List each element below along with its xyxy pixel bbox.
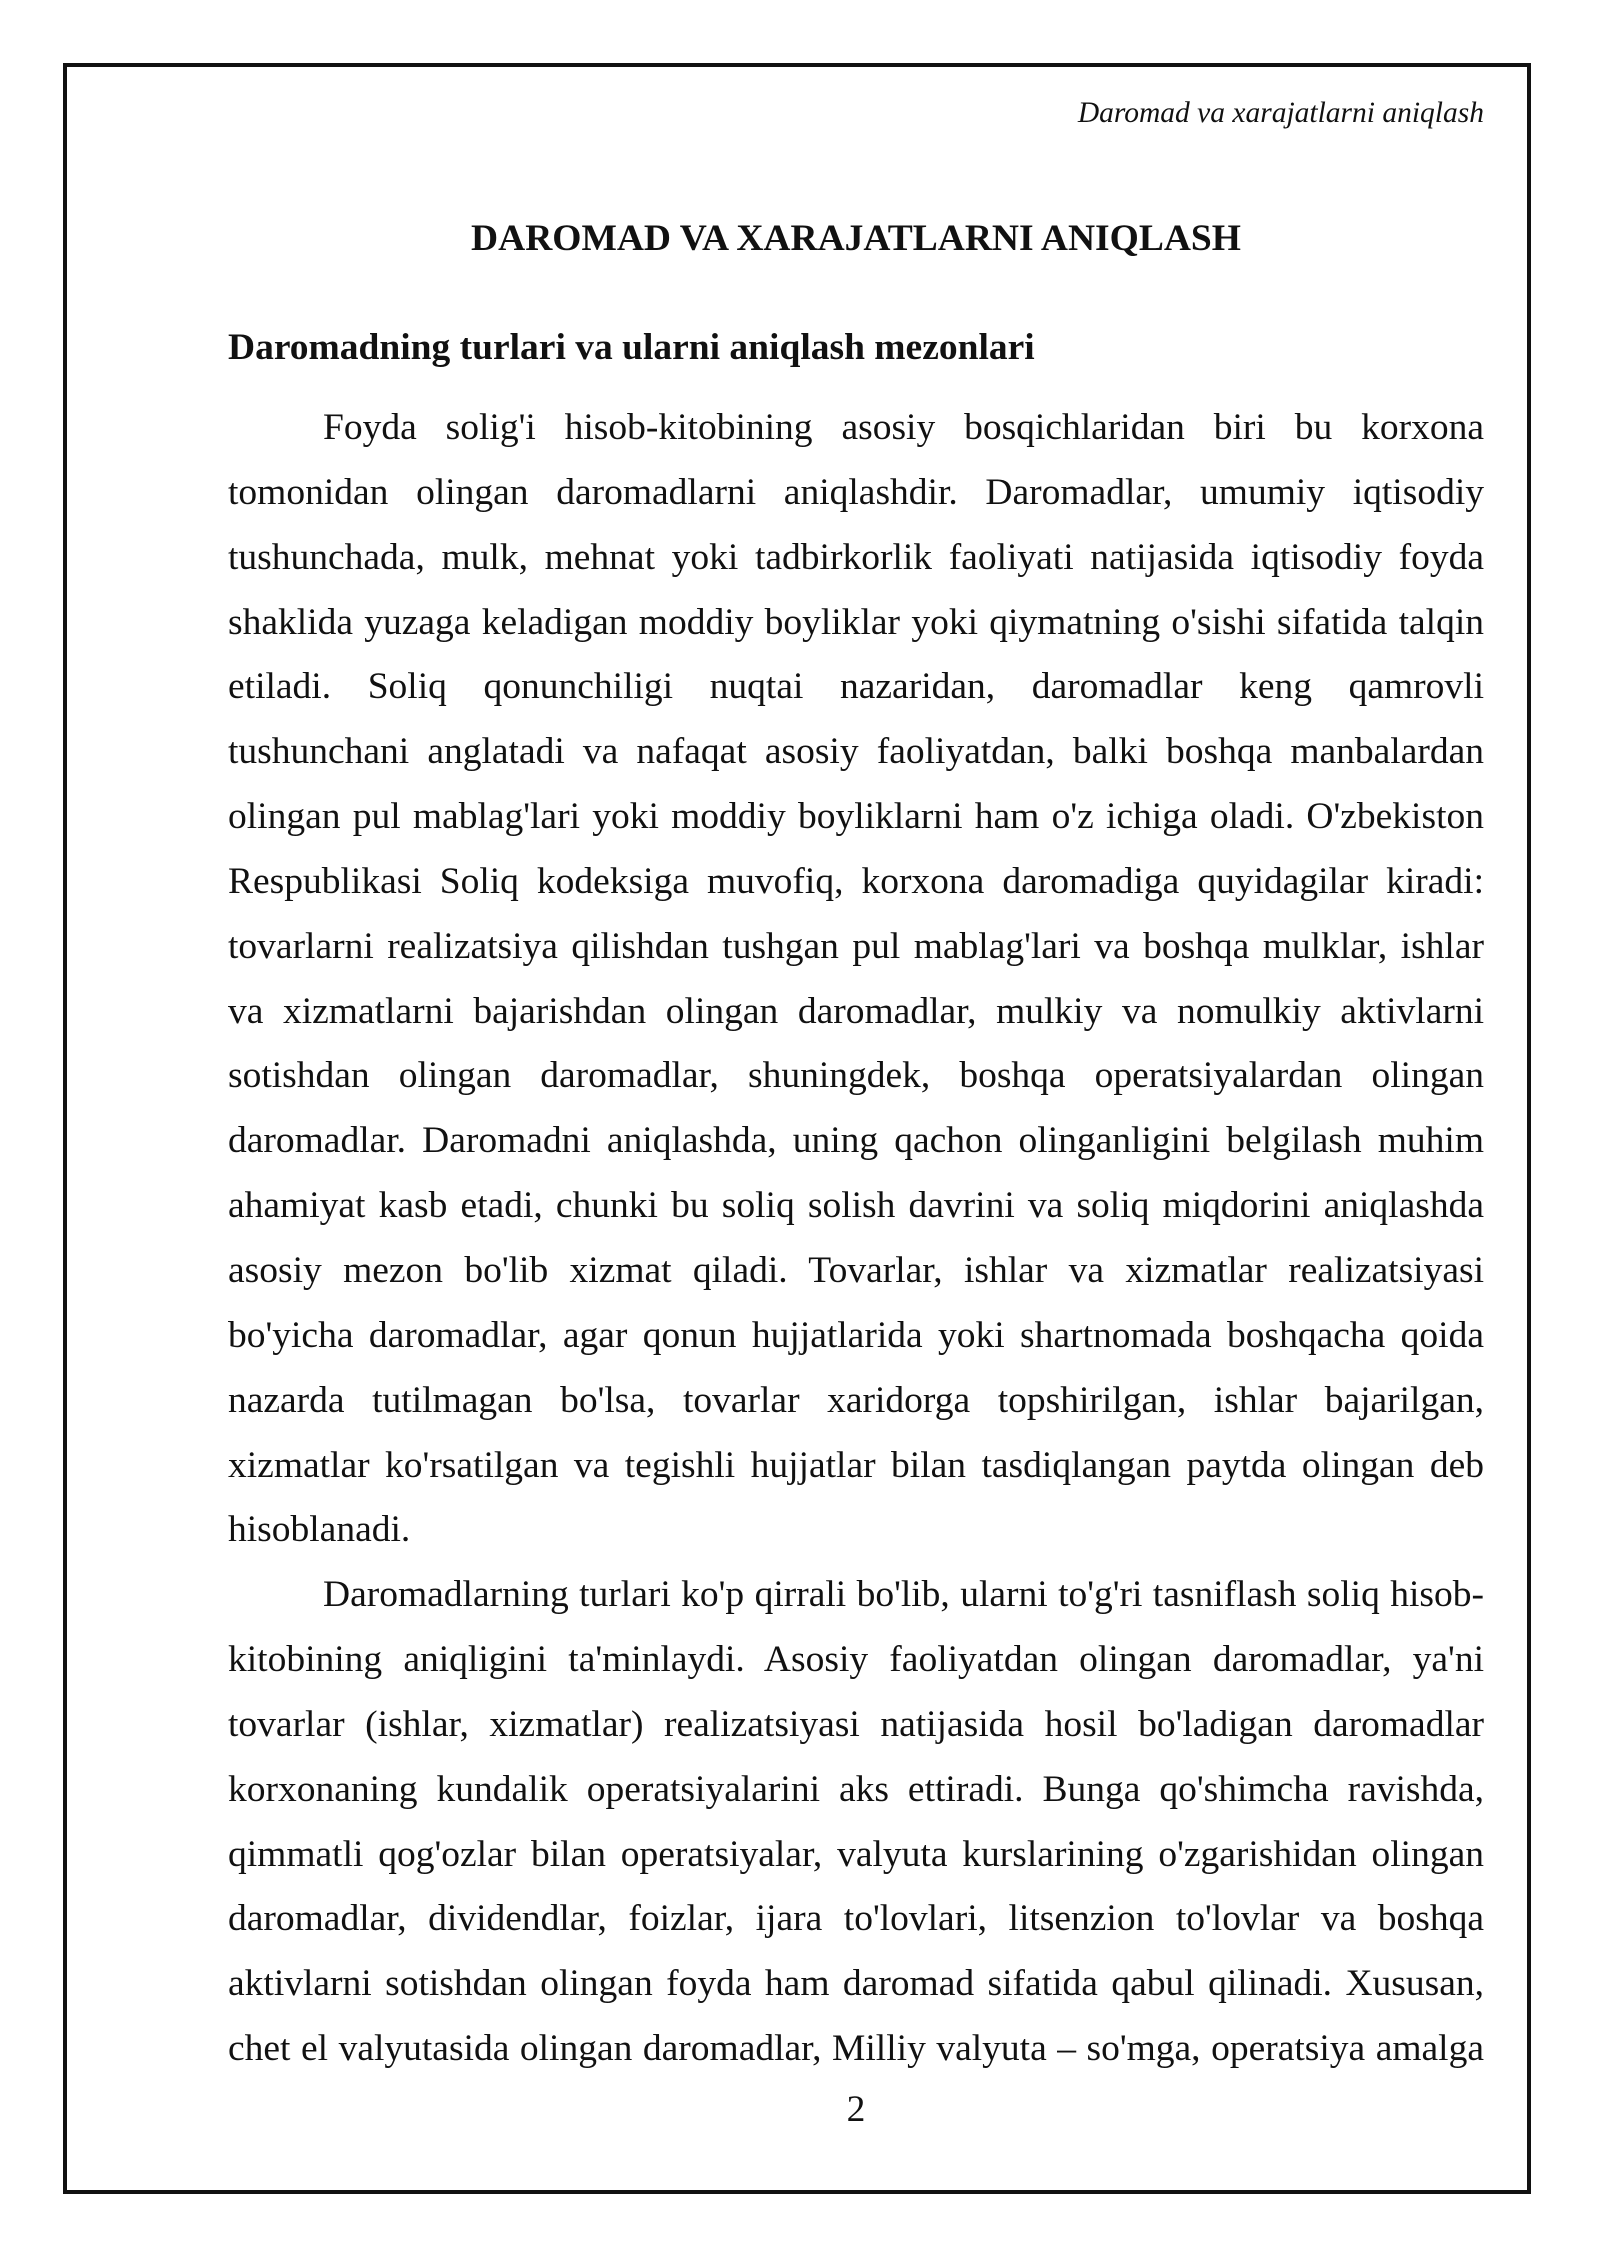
paragraph-line: qimmatli qog'ozlar bilan operatsiyalar, valyuta kurslarining o'zgarishidan olingan [228, 1833, 1484, 1875]
paragraph-line: sotishdan olingan daromadlar, shuningdek, boshqa operatsiyalardan olingan [228, 1055, 1484, 1097]
paragraph-line: tovarlar (ishlar, xizmatlar) realizatsiyasi natijasida hosil bo'ladigan daromadlar [228, 1703, 1484, 1745]
paragraph-line: aktivlarni sotishdan olingan foyda ham daromad sifatida qabul qilinadi. Xususan, [228, 1963, 1484, 2005]
paragraph-line: nazarda tutilmagan bo'lsa, tovarlar xaridorga topshirilgan, ishlar bajarilgan, [228, 1379, 1484, 1421]
paragraph-line: chet el valyutasida olingan daromadlar, Milliy valyuta – so'mga, operatsiya amalga [228, 2028, 1484, 2070]
paragraph-line: ahamiyat kasb etadi, chunki bu soliq solish davrini va soliq miqdorini aniqlashda [228, 1185, 1484, 1227]
paragraph-line: tovarlarni realizatsiya qilishdan tushgan pul mablag'lari va boshqa mulklar, ishlar [228, 925, 1484, 967]
paragraph-line: korxonaning kundalik operatsiyalarini aks ettiradi. Bunga qo'shimcha ravishda, [228, 1768, 1484, 1810]
paragraph-line: daromadlar, dividendlar, foizlar, ijara to'lovlari, litsenzion to'lovlar va boshqa [228, 1898, 1484, 1940]
body-paragraph [228, 1563, 1484, 2082]
paragraph-line: olingan pul mablag'lari yoki moddiy boyliklarni ham o'z ichiga oladi. O'zbekiston [228, 796, 1484, 838]
paragraph-line: Respublikasi Soliq kodeksiga muvofiq, korxona daromadiga quyidagilar kiradi: [228, 860, 1484, 902]
paragraph-line: Foyda solig'i hisob-kitobining asosiy bosqichlaridan biri bu korxona [323, 407, 1484, 448]
paragraph-line: va xizmatlarni bajarishdan olingan daromadlar, mulkiy va nomulkiy aktivlarni [228, 990, 1484, 1032]
paragraph-line: tomonidan olingan daromadlarni aniqlashdir. Daromadlar, umumiy iqtisodiy [228, 471, 1484, 513]
paragraph-line: Daromadlarning turlari ko'p qirrali bo'lib, ularni to'g'ri tasniflash soliq hisob- [323, 1574, 1484, 1616]
paragraph-line: daromadlar. Daromadni aniqlashda, uning qachon olinganligini belgilash muhim [228, 1120, 1484, 1162]
paragraph-line: etiladi. Soliq qonunchiligi nuqtai nazaridan, daromadlar keng qamrovli [228, 666, 1484, 708]
section-heading: Daromadning turlari va ularni aniqlash mezonlari [228, 327, 1035, 368]
paragraph-line: xizmatlar ko'rsatilgan va tegishli hujjatlar bilan tasdiqlangan paytda olingan deb [228, 1444, 1484, 1486]
paragraph-line: hisoblanadi. [228, 1509, 411, 1551]
body-paragraph [228, 396, 1484, 1563]
paragraph-line: tushunchani anglatadi va nafaqat asosiy faoliyatdan, balki boshqa manbalardan [228, 731, 1484, 773]
paragraph-line: asosiy mezon bo'lib xizmat qiladi. Tovarlar, ishlar va xizmatlar realizatsiyasi [228, 1249, 1484, 1291]
document-title: DAROMAD VA XARAJATLARNI ANIQLASH [471, 218, 1241, 259]
running-header: Daromad va xarajatlarni aniqlash [1077, 97, 1484, 129]
body-text [228, 396, 1484, 2082]
page-number: 2 [846, 2089, 866, 2130]
paragraph-line: shaklida yuzaga keladigan moddiy boyliklar yoki qiymatning o'sishi sifatida talqin [228, 601, 1484, 643]
paragraph-line: bo'yicha daromadlar, agar qonun hujjatlarida yoki shartnomada boshqacha qoida [228, 1314, 1484, 1356]
paragraph-line: tushunchada, mulk, mehnat yoki tadbirkorlik faoliyati natijasida iqtisodiy foyda [228, 536, 1484, 578]
paragraph-line: kitobining aniqligini ta'minlaydi. Asosiy faoliyatdan olingan daromadlar, ya'ni [228, 1639, 1484, 1681]
